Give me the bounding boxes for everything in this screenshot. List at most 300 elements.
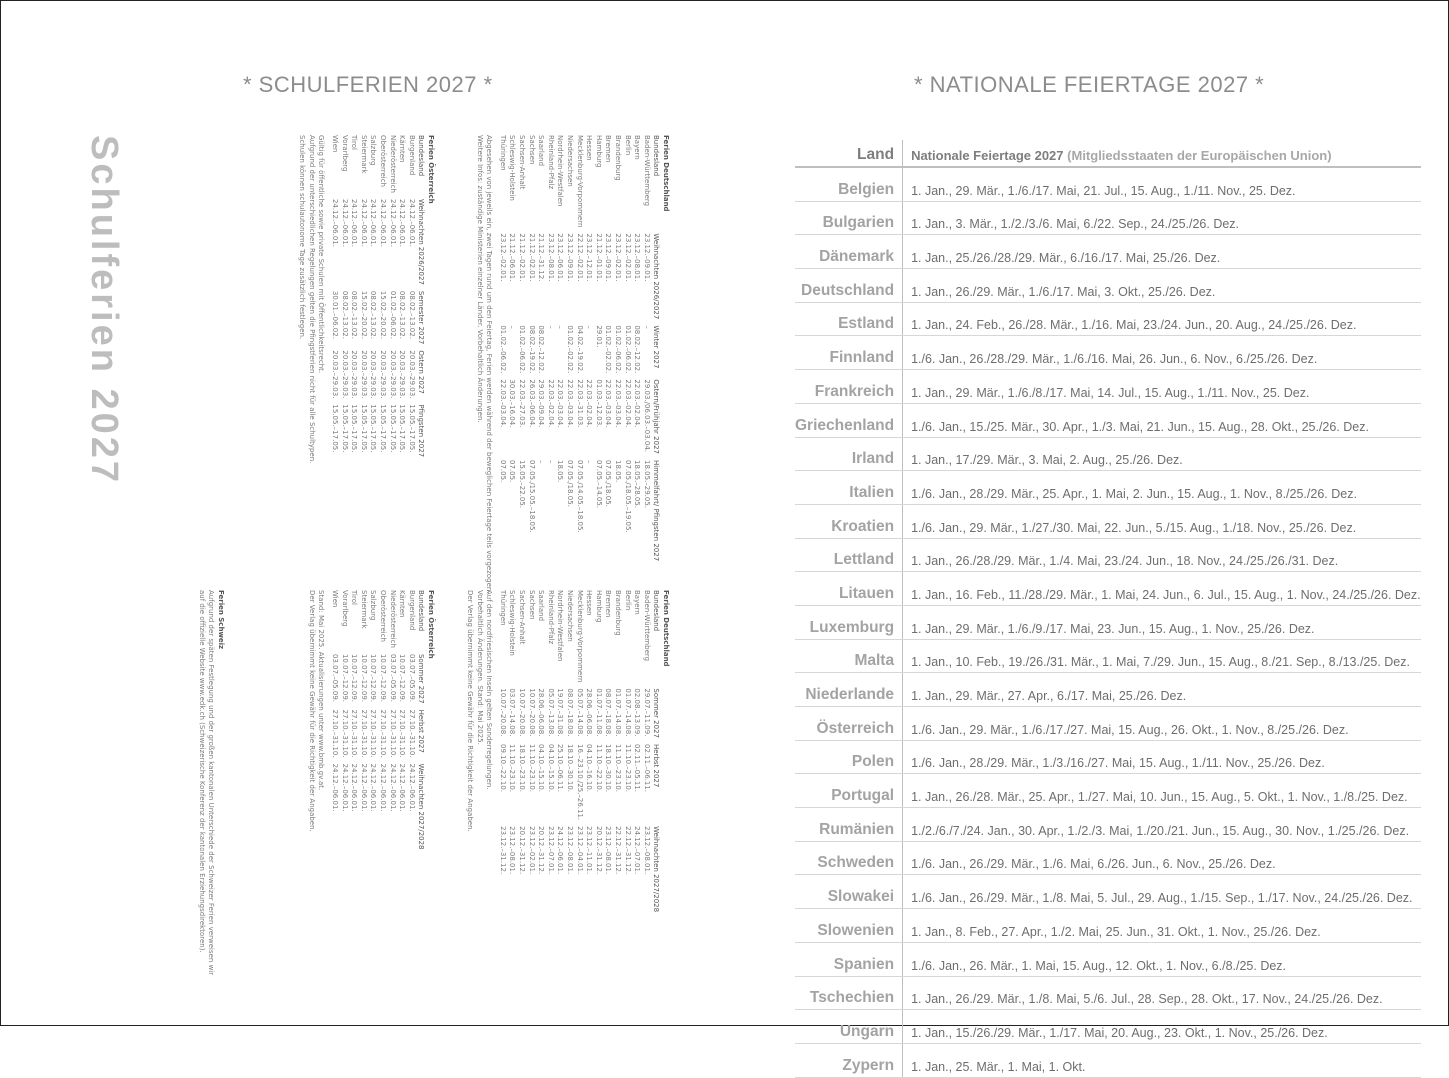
table-cell: 22.03.–02.04. <box>623 379 632 428</box>
feiertage-row <box>795 572 1421 606</box>
feiertage-row <box>795 302 1421 336</box>
table-cell: 24.12.–06.01. <box>331 198 340 247</box>
table-cell: 22.03.–03.04. <box>556 379 565 428</box>
column-header: Weihnachten 2026/2027 <box>652 233 661 320</box>
table-cell: Burgenland <box>407 590 416 631</box>
table-cell: 28.06.–06.08. <box>537 688 546 737</box>
table-cell: 22.03.–02.04. <box>633 379 642 428</box>
table-cell: 07.05. <box>498 459 507 483</box>
table-row <box>536 590 546 918</box>
footnote: Abgesehen von jeweils ein, zwei Tagen rund um den Feiertag, Ferien werden während der beweglichen Feiertage teils vorgezogen. <box>485 135 494 594</box>
table-cell: 11.10.–22.10. <box>594 744 603 793</box>
table-cell: Bremen <box>604 590 613 618</box>
table-cell: 24.12.–06.01. <box>359 198 368 247</box>
austria-2-table <box>329 590 425 856</box>
table-row <box>555 590 565 918</box>
switzerland-block <box>196 590 225 975</box>
table-cell: 23.12.–04.01. <box>575 826 584 875</box>
footnote: Aufgrund der späten Festlegung und der großen kantonalen Unterschiede der Schweizer Ferien verweisen wir <box>207 590 216 976</box>
feiertage-row <box>795 639 1421 673</box>
table-cell: Wien <box>331 135 340 153</box>
column-header: Weihnachten 2027/2028 <box>652 826 661 913</box>
table-cell: 24.12.–06.01. <box>407 198 416 247</box>
holiday-dates: 1. Jan., 26./29. Mär., 1./8. Mai, 5./6. Jul., 28. Sep., 28. Okt., 17. Nov., 24./25./26. Dez. <box>903 976 1421 1010</box>
austria-2-title: Ferien Österreich <box>427 590 435 659</box>
table-cell: 15.05.–17.05. <box>340 404 349 453</box>
table-cell: 27.10.–31.10. <box>359 709 368 758</box>
austria-1-table <box>329 135 425 463</box>
table-cell: 09.10.–22.10. <box>498 744 507 793</box>
table-cell: 15.05.–17.05. <box>331 404 340 453</box>
table-cell: 04.10.–15.10. <box>537 744 546 793</box>
table-cell: – <box>508 325 517 329</box>
table-cell: 23.12.–08.01. <box>566 826 575 875</box>
table-cell: 02.11.–06.11. <box>642 744 651 793</box>
country-name: Dänemark <box>795 235 903 269</box>
table-cell: Mecklenburg-Vorpommern <box>575 590 584 683</box>
column-header: Ostern 2027 <box>417 350 426 394</box>
country-name: Estland <box>795 302 903 336</box>
table-cell: 15.05.–17.05. <box>398 404 407 453</box>
table-row <box>377 135 387 463</box>
column-header: Sommer 2027 <box>417 653 426 704</box>
country-name: Rumänien <box>795 808 903 842</box>
table-cell: Rheinland-Pfalz <box>546 135 555 190</box>
footnote: auf die offizielle Website www.edk.ch (Schweizerische Konferenz der kantonalen Erziehungsdirektoren). <box>197 590 206 953</box>
schulferien-rotated-content <box>60 135 680 976</box>
table-cell: 20.03.–29.03. <box>340 350 349 399</box>
footnote: Weitere Infos: zuständige Ministerien einzelner Länder. Vorbehaltlich Änderungen. <box>475 135 484 423</box>
table-cell: 22.03.–03.04. <box>498 379 507 428</box>
footnote: Stand: Mai 2025. Aktualisierungen unter www.bmb.gv.at. <box>317 590 326 791</box>
table-cell: 10.07.–20.08. <box>518 688 527 737</box>
table-cell: Hessen <box>585 590 594 616</box>
table-cell: 20.03.–29.03. <box>398 350 407 399</box>
table-cell: 18.05. <box>556 459 565 483</box>
table-row <box>584 135 594 567</box>
vertical-title: Schulferien 2027 <box>83 135 125 486</box>
feiertage-row <box>795 538 1421 572</box>
table-cell: 07.05. <box>508 459 517 483</box>
table-cell: Tirol <box>350 590 359 605</box>
holiday-dates: 1. Jan., 8. Feb., 27. Apr., 1./2. Mai, 25. Jun., 31. Okt., 1. Nov., 25./26. Dez. <box>903 909 1421 943</box>
country-name: Zypern <box>795 1043 903 1077</box>
table-cell: 08.02.–13.02. <box>340 290 349 339</box>
feiertage-header-row <box>795 140 1421 167</box>
country-name: Malta <box>795 639 903 673</box>
table-cell: 08.07.–18.08. <box>604 688 613 737</box>
table-row <box>387 590 397 856</box>
country-name: Polen <box>795 740 903 774</box>
table-cell: 01.07.–14.08. <box>623 688 632 737</box>
country-name: Litauen <box>795 572 903 606</box>
table-cell: Baden-Württemberg <box>642 135 651 207</box>
table-cell: 22.03.–31.03. <box>575 379 584 428</box>
column-header: Semester 2027 <box>417 290 426 345</box>
table-cell: 27.10.–31.10. <box>350 709 359 758</box>
table-cell: 22.03.–03.04. <box>604 379 613 428</box>
table-row <box>377 590 387 856</box>
table-cell: 27.10.–31.10. <box>340 709 349 758</box>
country-name: Belgien <box>795 167 903 201</box>
table-row <box>603 590 613 918</box>
table-cell: 10.07.–12.09. <box>359 653 368 702</box>
table-row <box>603 135 613 567</box>
table-cell: Saarland <box>537 590 546 622</box>
table-cell: Oberösterreich <box>379 135 388 187</box>
table-cell: 23.12.–12.01. <box>585 233 594 282</box>
germany-block-2 <box>465 590 670 918</box>
germany-1-title: Ferien Deutschland <box>662 135 670 212</box>
table-row <box>526 135 536 567</box>
table-cell: Niederösterreich <box>388 590 397 648</box>
table-cell: 20.03.–29.03. <box>388 350 397 399</box>
table-cell: Tirol <box>350 135 359 150</box>
table-row <box>564 590 574 918</box>
table-cell: 24.12.–06.01. <box>379 763 388 812</box>
feiertage-row <box>795 976 1421 1010</box>
table-cell: 23.12.–08.01. <box>508 826 517 875</box>
country-name: Irland <box>795 437 903 471</box>
table-cell: 23.12.–02.01. <box>527 826 536 875</box>
table-cell: 24.12.–06.01. <box>331 763 340 812</box>
table-cell: 24.12.–06.01. <box>340 763 349 812</box>
table-cell: Salzburg <box>369 135 378 166</box>
table-cell: 20.12.–31.12. <box>594 826 603 875</box>
table-row <box>349 590 359 856</box>
table-row <box>545 135 555 567</box>
table-cell: 24.12.–06.01. <box>359 763 368 812</box>
country-name: Kroatien <box>795 504 903 538</box>
feiertage-row <box>795 403 1421 437</box>
table-cell: 30.03.–16.04. <box>508 379 517 428</box>
country-name: Deutschland <box>795 269 903 303</box>
feiertage-row <box>795 437 1421 471</box>
feiertage-row <box>795 370 1421 404</box>
table-cell: Hessen <box>585 135 594 161</box>
table-cell: 24.12.–06.01. <box>350 763 359 812</box>
table-cell: 08.02.–13.02. <box>350 290 359 339</box>
table-cell: 24.12.–06.01. <box>379 198 388 247</box>
table-cell: 23.12.–09.01. <box>604 233 613 282</box>
table-cell: 08.02.–19.02. <box>527 325 536 374</box>
table-row <box>574 590 584 918</box>
feiertage-row <box>795 942 1421 976</box>
table-cell: Wien <box>331 590 340 608</box>
table-cell: 24.12.–06.01. <box>388 198 397 247</box>
table-cell: 01.02.–06.02. <box>388 290 397 339</box>
header-feiertage-title: Nationale Feiertage 2027 <box>911 148 1064 163</box>
table-cell: 20.03.–29.03. <box>331 350 340 399</box>
table-row <box>622 590 632 918</box>
feiertage-row <box>795 909 1421 943</box>
table-cell: 01.07.–11.08. <box>594 688 603 737</box>
table-cell: 03.07.–14.08. <box>508 688 517 737</box>
table-cell: 15.05.–22.05. <box>518 459 527 509</box>
austria-block-1 <box>297 135 435 463</box>
table-cell: 23.12.–11.01. <box>585 826 594 875</box>
table-cell: Schleswig-Holstein <box>508 135 517 201</box>
country-name: Österreich <box>795 707 903 741</box>
table-cell: 18.10.–30.10. <box>604 744 613 793</box>
column-header: Bundesland <box>652 590 661 632</box>
table-cell: Berlin <box>623 135 632 156</box>
table-cell: 08.02.–13.02. <box>369 290 378 339</box>
feiertage-row <box>795 1010 1421 1044</box>
feiertage-row <box>795 875 1421 909</box>
table-row <box>593 590 603 918</box>
table-cell: 11.10.–23.10. <box>508 744 517 793</box>
table-cell: 01.02.–02.02. <box>566 325 575 374</box>
holiday-dates: 1. Jan., 10. Feb., 19./26./31. Mär., 1. Mai, 7./29. Jun., 15. Aug., 8./21. Sep., 8./13./25. Dez. <box>903 639 1421 673</box>
table-cell: 10.07.–12.09. <box>340 653 349 702</box>
holiday-dates: 1./6. Jan., 29. Mär., 1./27./30. Mai, 22. Jun., 5./15. Aug., 1./18. Nov., 25./26. Dez. <box>903 504 1421 538</box>
table-cell: Bayern <box>633 590 642 615</box>
table-cell: 21.12.–31.12. <box>537 233 546 282</box>
table-cell: 15.05.–17.05. <box>379 404 388 453</box>
schulferien-page <box>60 135 680 976</box>
feiertage-row <box>795 269 1421 303</box>
table-row <box>497 135 507 567</box>
holiday-dates: 1. Jan., 29. Mär., 27. Apr., 6./17. Mai, 25./26. Dez. <box>903 673 1421 707</box>
feiertage-row <box>795 673 1421 707</box>
table-row <box>612 135 622 567</box>
country-name: Portugal <box>795 774 903 808</box>
holiday-dates: 1. Jan., 29. Mär., 1./6./17. Mai, 21. Jul., 15. Aug., 1./11. Nov., 25. Dez. <box>903 167 1421 201</box>
germany-2-title: Ferien Deutschland <box>662 590 670 667</box>
table-cell: Kärnten <box>398 135 407 163</box>
table-cell: 01.02.–02.02. <box>604 325 613 374</box>
header-land: Land <box>795 140 903 167</box>
table-cell: 24.12.–06.01. <box>340 198 349 247</box>
table-row <box>555 135 565 567</box>
table-row <box>358 135 368 463</box>
table-cell: 10.07.–12.09. <box>369 653 378 702</box>
table-row <box>368 590 378 856</box>
table-row <box>641 590 651 918</box>
footnote: Aufgrund der unterschiedlichen Regelungen gelten die Pfingstferien nicht für alle Schultypen. <box>307 135 316 464</box>
table-cell: Sachsen <box>527 135 536 165</box>
footnote: Schulen können schulautonome Tage zusätzlich festlegen. <box>298 135 307 340</box>
table-cell: Kärnten <box>398 590 407 618</box>
country-name: Ungarn <box>795 1010 903 1044</box>
table-cell: 22.12.–31.12. <box>623 826 632 875</box>
country-name: Bulgarien <box>795 201 903 235</box>
table-cell: 29.03./06.03.–03.04. <box>642 379 651 453</box>
table-cell: 03.07.–05.09. <box>331 653 340 702</box>
country-name: Schweden <box>795 841 903 875</box>
table-cell: 23.12.–08.01. <box>604 826 613 875</box>
table-cell: 23.12.–02.01. <box>614 233 623 282</box>
header-feiertage <box>903 140 1421 167</box>
table-cell: 24.12.–06.01. <box>350 198 359 247</box>
table-cell: 15.05.–17.05. <box>359 404 368 453</box>
heading-feiertage: * NATIONALE FEIERTAGE 2027 * <box>914 72 1265 97</box>
header-feiertage-sub: (Mitgliedsstaaten der Europäischen Union) <box>1067 148 1332 163</box>
table-cell: 18.05.–28.05. <box>633 459 642 509</box>
table-cell: Brandenburg <box>614 135 623 181</box>
table-cell: 07.05./14.05.–18.05. <box>575 459 584 533</box>
table-cell: 08.02.–12.02. <box>633 325 642 374</box>
holiday-dates: 1./6. Jan., 29. Mär., 1./6./17./27. Mai, 15. Aug., 26. Okt., 1. Nov., 8./25./26. Dez. <box>903 707 1421 741</box>
table-cell: 27.10.–31.10. <box>398 709 407 758</box>
table-cell: 18.10.–30.10. <box>566 744 575 793</box>
country-name: Slowakei <box>795 875 903 909</box>
table-cell: 04.10.–15.10. <box>546 744 555 793</box>
table-cell: 24.12.–06.01. <box>556 826 565 875</box>
table-cell: 03.07.–05.09. <box>407 653 416 702</box>
feiertage-row <box>795 1043 1421 1077</box>
table-cell: 10.07.–12.09. <box>350 653 359 702</box>
feiertage-row <box>795 504 1421 538</box>
country-name: Lettland <box>795 538 903 572</box>
table-row <box>497 590 507 918</box>
table-cell: Schleswig-Holstein <box>508 590 517 656</box>
table-cell: 08.02.–13.02. <box>407 290 416 339</box>
column-header: Herbst 2027 <box>652 744 661 788</box>
country-name: Spanien <box>795 942 903 976</box>
table-cell: 20.03.–29.03. <box>359 350 368 399</box>
table-cell: 23.12.–08.01. <box>546 233 555 282</box>
table-row <box>507 590 517 918</box>
table-cell: Nordrhein-Westfalen <box>556 590 565 662</box>
column-header: Weihnachten 2026/2027 <box>417 198 426 285</box>
table-row <box>358 590 368 856</box>
table-cell: 23.12.–08.01. <box>642 826 651 875</box>
table-cell: 21.12.–02.01. <box>518 233 527 282</box>
holiday-dates: 1./6. Jan., 26./29. Mär., 1./6. Mai, 6./26. Jun., 6. Nov., 25./26. Dez. <box>903 841 1421 875</box>
feiertage-table <box>795 140 1421 1078</box>
table-cell: 05.07.–13.08. <box>546 688 555 737</box>
column-header: Winter 2027 <box>652 325 661 369</box>
column-header: Pfingsten 2027 <box>417 404 426 458</box>
table-row <box>622 135 632 567</box>
country-name: Niederlande <box>795 673 903 707</box>
table-cell: 23.12.–02.01. <box>498 233 507 282</box>
column-header: Sommer 2027 <box>652 688 661 738</box>
feiertage-row <box>795 808 1421 842</box>
holiday-dates: 1. Jan., 15./26./29. Mär., 1./17. Mai, 20. Aug., 23. Okt., 1. Nov., 25./26. Dez. <box>903 1010 1421 1044</box>
table-cell: 10.07.–20.08. <box>527 688 536 737</box>
country-name: Frankreich <box>795 370 903 404</box>
holiday-dates: 1. Jan., 26./29. Mär., 1./6./17. Mai, 3. Okt., 25./26. Dez. <box>903 269 1421 303</box>
table-cell: 20.12.–31.12. <box>518 826 527 875</box>
table-cell: 11.10.–23.10. <box>623 744 632 793</box>
table-cell: Nordrhein-Westfalen <box>556 135 565 207</box>
table-cell: Niederösterreich <box>388 135 397 193</box>
austria-block-2 <box>306 590 435 856</box>
holiday-dates: 1. Jan., 16. Feb., 11./28./29. Mär., 1. Mai, 24. Jun., 6. Jul., 15. Aug., 1. Nov., 24./25./26. Dez. <box>903 572 1421 606</box>
table-cell: Bayern <box>633 135 642 160</box>
table-cell: 20.03.–29.03. <box>350 350 359 399</box>
footnote: Vorbehaltlich Änderungen. Stand: Mai 2025. <box>475 590 484 745</box>
table-row <box>339 135 349 463</box>
table-cell: 15.02.–20.02. <box>379 290 388 339</box>
table-cell: Sachsen-Anhalt <box>518 590 527 645</box>
table-cell: Vorarlberg <box>340 590 349 627</box>
table-cell: 04.02.–19.02. <box>575 325 584 374</box>
table-cell: Saarland <box>537 135 546 167</box>
holiday-dates: 1./6. Jan., 26./29. Mär., 1./8. Mai, 5. Jul., 29. Aug., 1./15. Sep., 1./17. Nov., 24./25./26. Dez. <box>903 875 1421 909</box>
table-cell: – <box>642 325 651 329</box>
table-cell: 07.05./18.05. <box>604 459 613 507</box>
feiertage-table-wrap <box>795 140 1421 1078</box>
holiday-dates: 1. Jan., 25./26./28./29. Mär., 6./16./17. Mai, 25./26. Dez. <box>903 235 1421 269</box>
table-row <box>584 590 594 918</box>
feiertage-row <box>795 740 1421 774</box>
column-header: Bundesland <box>417 590 426 632</box>
table-cell: 23.12.–09.01. <box>642 233 651 282</box>
table-cell: 29.07.–11.09. <box>642 688 651 737</box>
table-cell: 22.03.–03.04. <box>614 379 623 428</box>
table-cell: 28.06.–06.08. <box>585 688 594 737</box>
holiday-dates: 1. Jan., 26./28. Mär., 25. Apr., 1./27. Mai, 10. Jun., 15. Aug., 5. Okt., 1. Nov., 1./8./25. Dez. <box>903 774 1421 808</box>
table-cell: – <box>556 325 565 329</box>
footnote: Auf den nordfriesischen Inseln gelten Sonderregelungen. <box>485 590 494 790</box>
table-cell: 21.12.–06.01. <box>508 233 517 282</box>
table-cell: 02.11.–05.11. <box>633 744 642 793</box>
table-cell: 18.05.–29.05. <box>642 459 651 509</box>
table-row <box>612 590 622 918</box>
table-cell: Steiermark <box>359 135 368 174</box>
table-cell: 23.12.–09.01. <box>566 233 575 282</box>
table-cell: 18.05. <box>614 459 623 483</box>
austria-1-title: Ferien Österreich <box>427 135 435 204</box>
table-cell: 11.10.–23.10. <box>527 744 536 793</box>
table-row <box>632 590 642 918</box>
table-cell: 05.07.–14.08. <box>575 688 584 737</box>
table-cell: 08.07.–18.08. <box>566 688 575 737</box>
table-row <box>329 135 339 463</box>
feiertage-row <box>795 471 1421 505</box>
table-cell: 19.07.–31.08. <box>556 688 565 737</box>
table-row <box>387 135 397 463</box>
table-row <box>526 590 536 918</box>
feiertage-row <box>795 841 1421 875</box>
feiertage-row <box>795 167 1421 201</box>
country-name: Griechenland <box>795 403 903 437</box>
table-cell: 24.12.–06.01. <box>398 198 407 247</box>
table-cell: – <box>585 325 594 329</box>
country-name: Italien <box>795 471 903 505</box>
table-cell: Sachsen-Anhalt <box>518 135 527 190</box>
table-cell: Vorarlberg <box>340 135 349 172</box>
table-cell: – <box>585 459 594 464</box>
table-cell: 23.12.–02.01. <box>623 233 632 282</box>
column-header: Ostern/Frühjahr 2027 <box>652 379 661 454</box>
table-cell: Burgenland <box>407 135 416 176</box>
table-cell: 24.12.–06.01. <box>407 763 416 812</box>
table-cell: 27.10.–31.10. <box>388 709 397 758</box>
table-cell: 26.03.–06.04. <box>527 379 536 428</box>
table-row <box>397 590 407 856</box>
table-row <box>349 135 359 463</box>
table-cell: Hamburg <box>594 135 603 168</box>
table-cell: 01.02.–06.02. <box>614 325 623 374</box>
table-cell: Berlin <box>623 590 632 611</box>
feiertage-row <box>795 235 1421 269</box>
holiday-dates: 1. Jan., 3. Mär., 1./2./3./6. Mai, 6./22. Sep., 24./25./26. Dez. <box>903 201 1421 235</box>
country-name: Slowenien <box>795 909 903 943</box>
table-cell: 20.03.–29.03. <box>369 350 378 399</box>
holiday-dates: 1./2./6./7./24. Jan., 30. Apr., 1./2./3. Mai, 1./20./21. Jun., 15. Aug., 30. Nov., 1./25./26. Dez. <box>903 808 1421 842</box>
table-row <box>517 135 527 567</box>
table-cell: 22.12.–31.12. <box>614 826 623 875</box>
table-cell: 10.07.–12.09. <box>379 653 388 702</box>
holiday-dates: 1. Jan., 29. Mär., 1./6./9./17. Mai, 23. Jun., 15. Aug., 1. Nov., 25./26. Dez. <box>903 605 1421 639</box>
table-cell: 29.01. <box>594 325 603 348</box>
table-cell: 10.07.–12.09. <box>398 653 407 702</box>
